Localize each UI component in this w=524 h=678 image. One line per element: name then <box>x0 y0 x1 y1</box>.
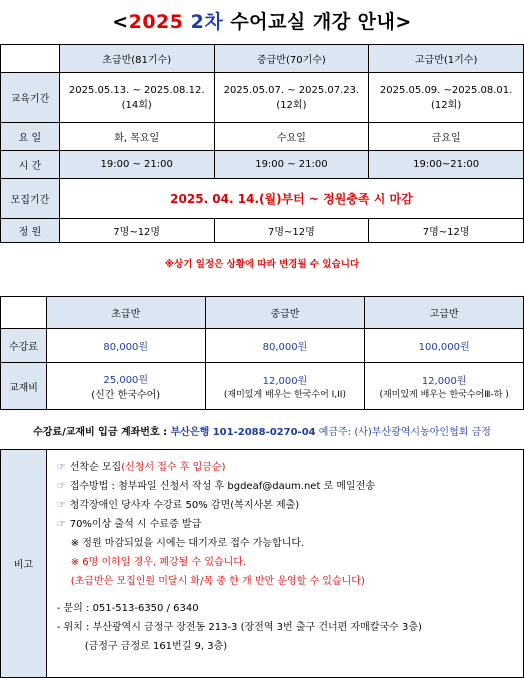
capacity-row <box>1 219 524 243</box>
capacity-beginner: 7명~12명 <box>59 219 214 243</box>
tuition-label: 수강료 <box>1 329 47 363</box>
cancel-detail-note: (초급반은 모집인원 미달시 화/목 중 한 개 반만 운영할 수 있습니다) <box>70 576 365 587</box>
tuition-advanced: 100,000원 <box>365 329 524 363</box>
material-beginner: 25,000원 (신간 한국수어) <box>46 363 205 410</box>
material-row <box>1 363 524 410</box>
day-label: 요 일 <box>1 123 60 151</box>
bank-account <box>0 423 524 438</box>
remarks-label: 비고 <box>1 450 47 678</box>
time-label: 시 간 <box>1 151 60 179</box>
account-label: 수강료/교재비 입금 계좌번호 : <box>33 427 171 438</box>
recruit-row <box>1 179 524 219</box>
schedule-change-note: ※상기 일정은 상황에 따라 변경될 수 있습니다 <box>164 259 360 270</box>
contact-info: - 문의 : 051-513-6350 / 6340 <box>56 603 199 614</box>
remark-item: ☞ 접수방법 : 첨부파일 신청서 작성 후 bgdeaf@daum.net 로 메일전송 <box>56 481 376 492</box>
capacity-advanced: 7명~12명 <box>369 219 524 243</box>
remark-item: ☞ 선착순 모집(신청서 접수 후 입금순) <box>56 462 226 473</box>
header-beginner: 초급반(81기수) <box>59 45 214 73</box>
remark-item: ☞ 70%이상 출석 시 수료증 발급 <box>56 519 202 530</box>
recruit-label: 모집기간 <box>1 179 60 219</box>
location-address: (금정구 금정로 161번길 9, 3층) <box>84 641 228 652</box>
remark-item: ☞ 청각장애인 당사자 수강료 50% 감면(복지사본 제출) <box>56 500 300 511</box>
fee-table <box>0 296 524 410</box>
remarks-table <box>0 449 524 678</box>
page-title: <2025 2차 수어교실 개강 안내> <box>112 11 412 33</box>
pointing-hand-icon: ☞ <box>56 500 66 511</box>
day-beginner: 화, 목요일 <box>59 123 214 151</box>
day-intermediate: 수요일 <box>214 123 369 151</box>
period-intermediate: 2025.05.07. ~ 2025.07.23. (12회) <box>214 73 369 123</box>
time-beginner: 19:00 ~ 21:00 <box>59 151 214 179</box>
cancel-note: ※ 6명 이하일 경우, 폐강될 수 있습니다. <box>70 557 247 568</box>
capacity-intermediate: 7명~12명 <box>214 219 369 243</box>
time-intermediate: 19:00 ~ 21:00 <box>214 151 369 179</box>
period-label: 교육기간 <box>1 73 60 123</box>
recruit-period: 2025. 04. 14.(월)부터 ~ 정원충족 시 마감 <box>59 179 523 219</box>
period-beginner: 2025.05.13. ~ 2025.08.12. (14회) <box>59 73 214 123</box>
fee-header-row <box>1 297 524 329</box>
material-label: 교재비 <box>1 363 47 410</box>
fee-corner-cell <box>1 297 47 329</box>
account-number: 부산은행 101-2088-0270-04 <box>170 427 316 438</box>
tuition-beginner: 80,000원 <box>46 329 205 363</box>
remarks-content <box>46 450 523 678</box>
fee-header-advanced: 고급반 <box>365 297 524 329</box>
time-advanced: 19:00~21:00 <box>369 151 524 179</box>
fee-header-beginner: 초급반 <box>46 297 205 329</box>
material-intermediate: 12,000원 (재미있게 배우는 한국수어 I,II) <box>205 363 365 410</box>
schedule-header-row <box>1 45 524 73</box>
tuition-intermediate: 80,000원 <box>205 329 365 363</box>
tuition-row <box>1 329 524 363</box>
pointing-hand-icon: ☞ <box>56 519 66 530</box>
period-row <box>1 73 524 123</box>
pointing-hand-icon: ☞ <box>56 481 66 492</box>
capacity-label: 정 원 <box>1 219 60 243</box>
period-advanced: 2025.05.09. ~2025.08.01. (12회) <box>369 73 524 123</box>
material-advanced: 12,000원 (재미있게 배우는 한국수어Ⅲ-하 ) <box>365 363 524 410</box>
waitlist-note: ※ 정원 마감되었을 시에는 대기자로 접수 가능합니다. <box>70 538 305 549</box>
schedule-table <box>0 44 524 243</box>
fee-header-intermediate: 중급반 <box>205 297 365 329</box>
corner-cell <box>1 45 60 73</box>
account-holder: 예금주: (사)부산광역시농아인협회 금정 <box>315 427 491 438</box>
day-advanced: 금요일 <box>369 123 524 151</box>
location-info: - 위치 : 부산광역시 금정구 장전동 213-3 (장전역 3번 출구 건너편 자매칼국수 3층) <box>56 622 422 633</box>
pointing-hand-icon: ☞ <box>56 462 66 473</box>
time-row <box>1 151 524 179</box>
header-intermediate: 중급반(70기수) <box>214 45 369 73</box>
header-advanced: 고급반(1기수) <box>369 45 524 73</box>
day-row <box>1 123 524 151</box>
